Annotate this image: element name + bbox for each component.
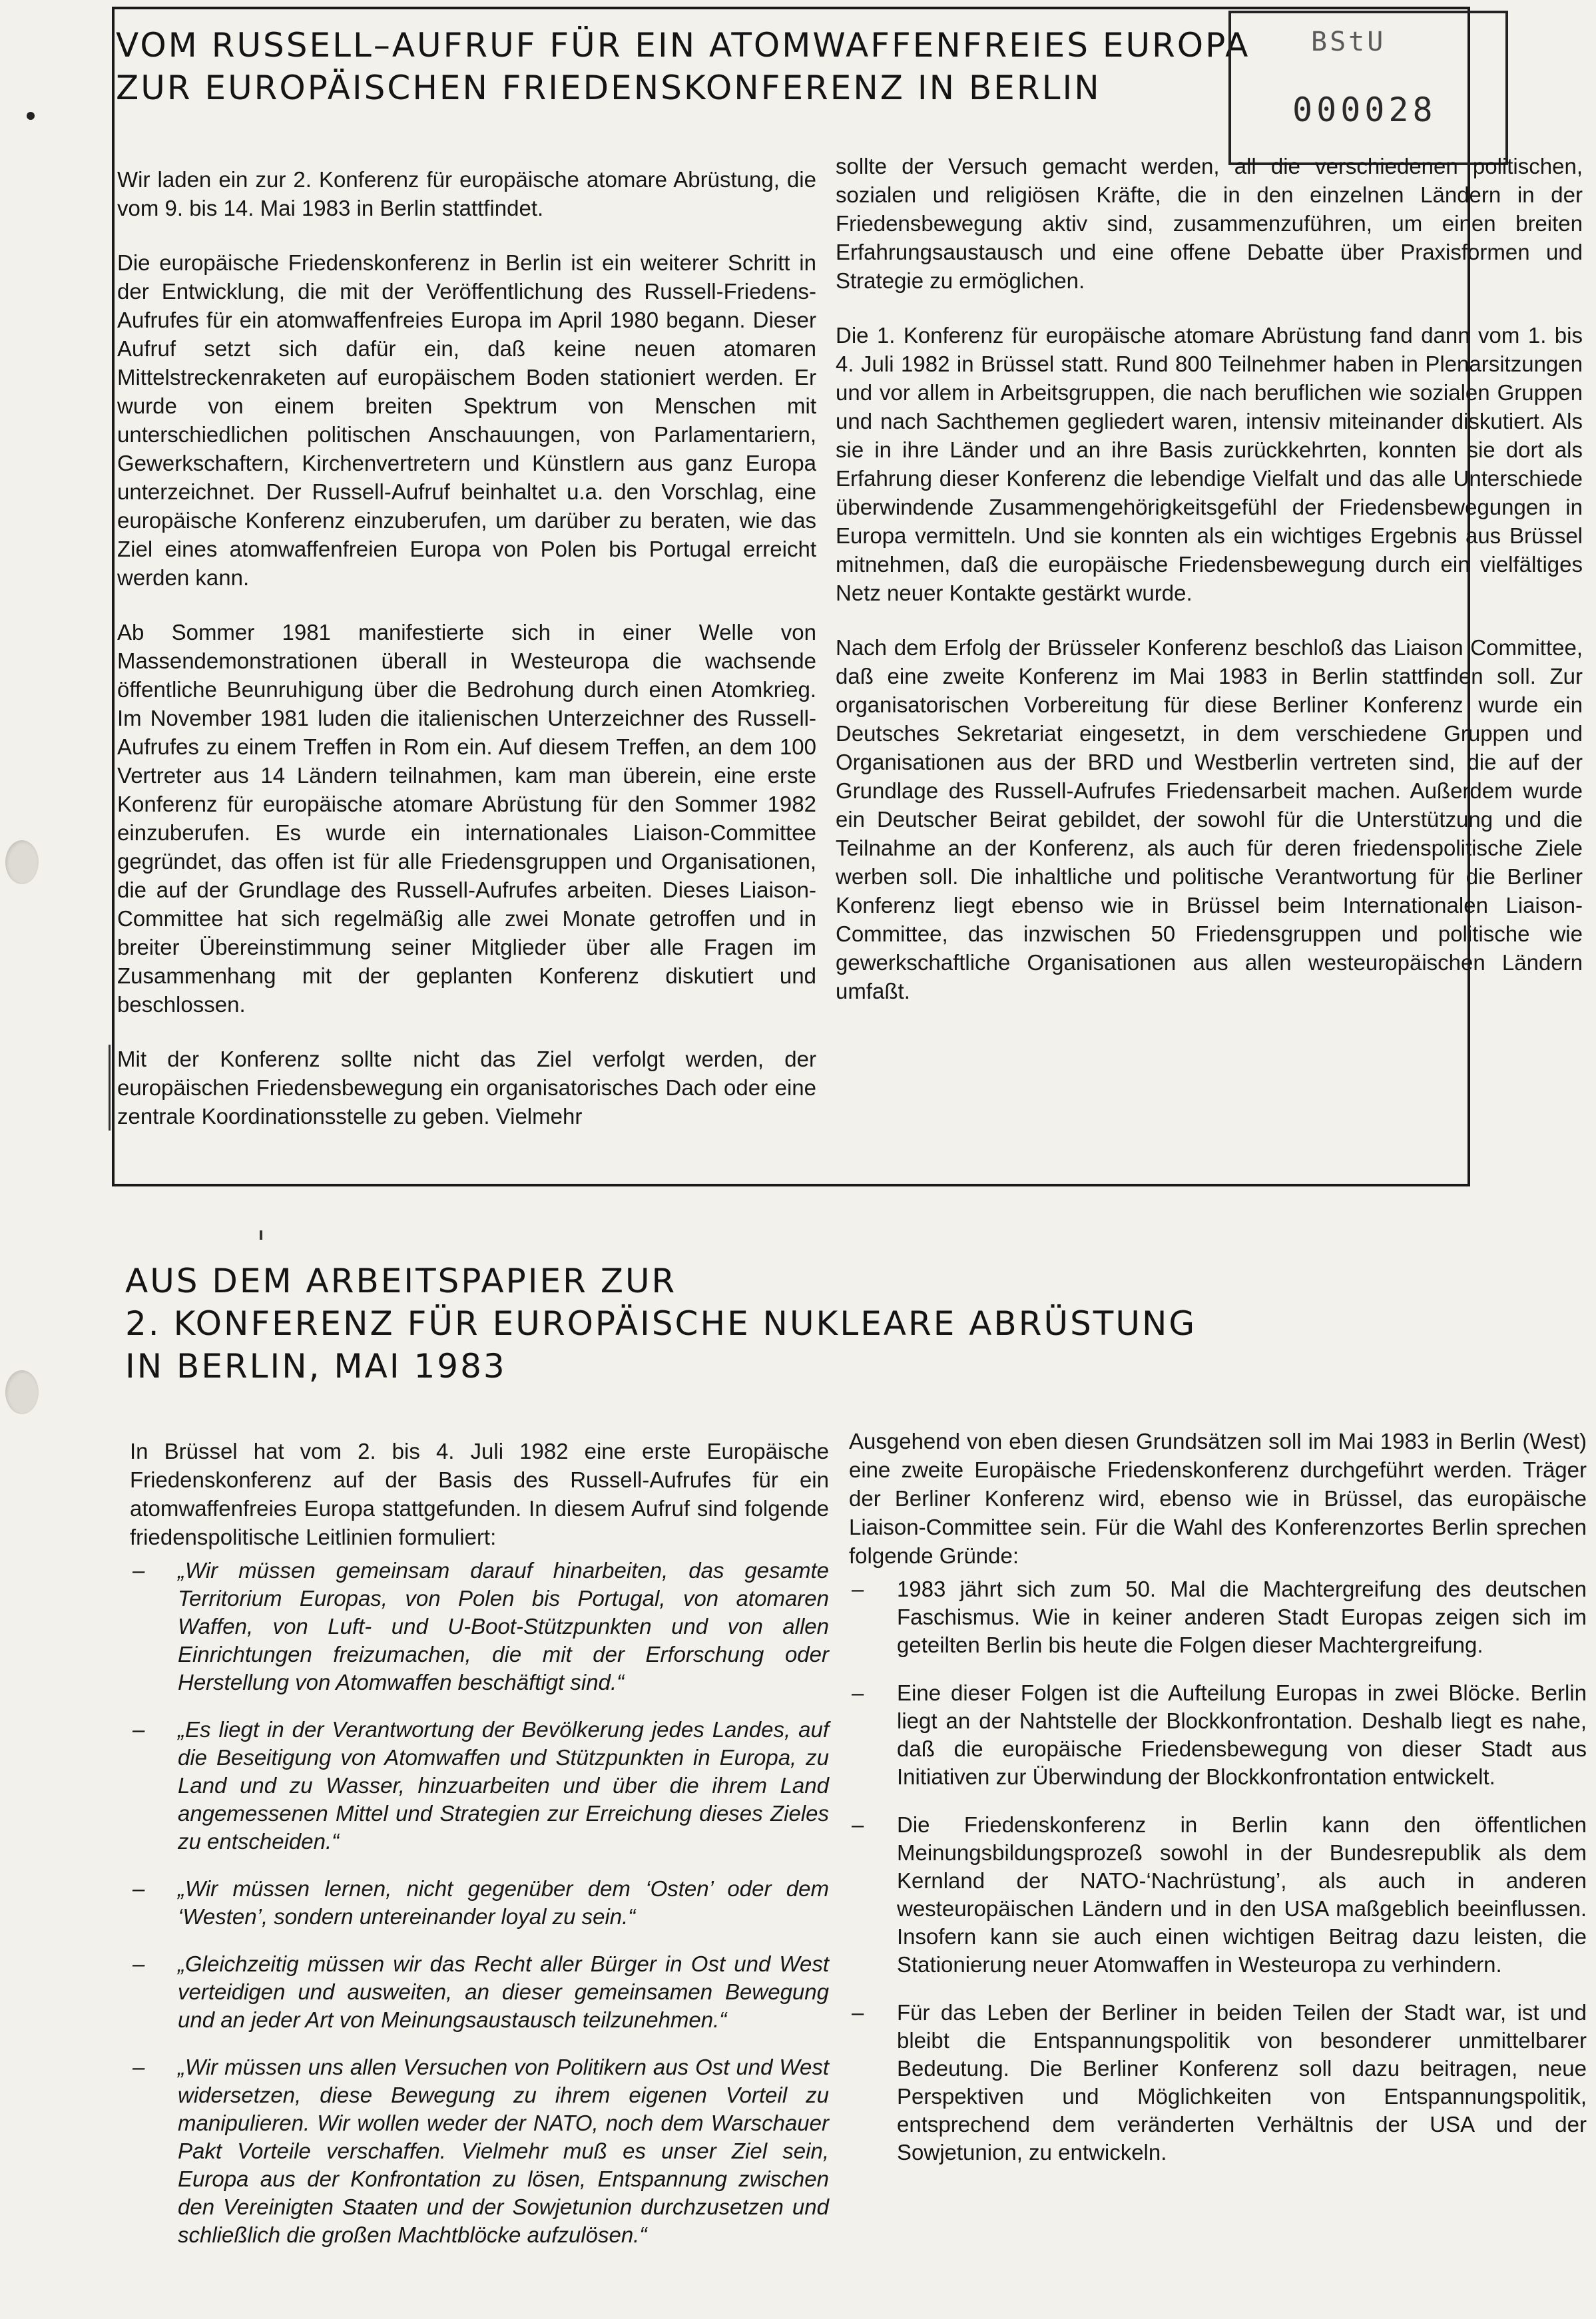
paragraph: Ausgehend von eben diesen Grundsätzen soll im Mai 1983 in Berlin (West) eine zweite Europäische Friedenskonferenz durchgeführt werden. Träger der Berliner Konferenz wird, ebenso wie in Brüssel, das europäische Liaison-Committee sein. Für die Wahl des Konferenzortes Berlin sprechen folgende Gründe:: [849, 1429, 1587, 1568]
list-item: [849, 1679, 1587, 1791]
section-one-heading: [116, 24, 1250, 109]
list-item: [130, 2053, 829, 2249]
archive-stamp: [1228, 11, 1508, 165]
list-item-text: Eine dieser Folgen ist die Aufteilung Europas in zwei Blöcke. Berlin liegt an der Nahtstelle der Blockkonfrontation. Deshalb liegt es nahe, daß die europäische Friedensbewegung von dieser Stadt aus Initiativen zur Überwindung der Blockkonfrontation entwickelt.: [897, 1680, 1587, 1789]
punch-hole: [5, 840, 39, 884]
section-one-left-column: [117, 165, 816, 1131]
list-item-text: „Wir müssen uns allen Versuchen von Politikern aus Ost und West widersetzen, diese Bewegung zu ihrem eigenen Vorteil zu manipulieren. Wir wollen weder der NATO, noch dem Warschauer Pakt Vorteile verschaffen. Vielmehr muß es unser Ziel sein, Europa aus der Konfrontation zu lösen, Entspannung zwischen den Vereinigten Staaten und der Sowjetunion durchzusetzen und schließlich die großen Machtblöcke aufzulösen.“: [178, 2055, 829, 2247]
dash-bullet: –: [852, 1812, 864, 1837]
paragraph: sollte der Versuch gemacht werden, all die verschiedenen politischen, sozialen und religiösen Kräfte, die in den einzelnen Ländern in der Friedensbewegung aktiv sind, zusammenzuführen, um einen breiten Erfahrungsaustausch und eine offene Debatte über Praxisformen und Strategie zu ermöglichen.: [836, 154, 1583, 293]
dash-bullet: –: [852, 1577, 864, 1601]
dash-bullet: –: [133, 1558, 145, 1583]
list-item-text: „Wir müssen gemeinsam darauf hinarbeiten, das gesamte Territorium Europas, von Polen bis Portugal, von atomaren Waffen, von Luft- und U-Boot-Stützpunkten und von allen Einrichtungen freizumachen, die mit der Erforschung oder Herstellung von Atomwaffen beschäftigt sind.“: [178, 1558, 829, 1694]
list-item: [130, 1557, 829, 1696]
dash-bullet: –: [852, 2000, 864, 2025]
section-one-heading-line: VOM RUSSELL–AUFRUF FÜR EIN ATOMWAFFENFREIES EUROPA: [116, 26, 1250, 65]
paragraph: Nach dem Erfolg der Brüsseler Konferenz beschloß das Liaison Committee, daß eine zweite Konferenz im Mai 1983 in Berlin stattfinden soll. Zur organisatorischen Vorbereitung für diese Berliner Konferenz wurde ein Deutsches Sekretariat eingesetzt, in dem verschiedene Gruppen und Organisationen aus der BRD und Westberlin vertreten sind, die auf der Grundlage des Russell-Aufrufes Friedensarbeit machen. Außerdem wurde ein Deutscher Beirat gebildet, der sowohl für die Unterstützung und die Teilnahme an der Konferenz, als auch für deren friedenspolitische Ziele werben soll. Die inhaltliche und politische Verantwortung für die Berliner Konferenz liegt ebenso wie in Brüssel beim Internationalen Liaison-Committee, das inzwischen 50 Friedensgruppen und politische wie gewerkschaftliche Organisationen aus allen westeuropäischen Ländern umfaßt.: [836, 635, 1583, 1003]
dash-bullet: –: [133, 2055, 145, 2079]
dash-bullet: –: [852, 1680, 864, 1705]
punch-hole: [5, 1370, 39, 1414]
list-item-text: „Gleichzeitig müssen wir das Recht aller Bürger in Ost und West verteidigen und ausweiten, an dieser gemeinsamen Bewegung und an jeder Art von Meinungsaustausch teilzunehmen.“: [178, 1951, 829, 2032]
list-item-text: „Wir müssen lernen, nicht gegenüber dem ‘Osten’ oder dem ‘Westen’, sondern untereinander loyal zu sein.“: [178, 1876, 829, 1929]
section-two-left-column: [130, 1437, 829, 2249]
list-item-text: 1983 jährt sich zum 50. Mal die Machtergreifung des deutschen Faschismus. Wie in keiner anderen Stadt Europas zeigen sich im geteilten Berlin bis heute die Folgen dieser Machtergreifung.: [897, 1577, 1587, 1657]
dash-bullet: –: [133, 1951, 145, 1976]
list-item-text: „Es liegt in der Verantwortung der Bevölkerung jedes Landes, auf die Beseitigung von Atomwaffen und Stützpunkten in Europa, zu Land und zu Wasser, hinzuarbeiten und über die ihrem Land angemessenen Mittel und Strategien zur Erreichung dieses Zieles zu entscheiden.“: [178, 1717, 829, 1854]
reasons-list: [849, 1575, 1587, 2167]
section-one-right-column: [836, 152, 1583, 1005]
stamp-number: 000028: [1292, 91, 1437, 129]
section-two-heading: [125, 1260, 1197, 1388]
principles-list: [130, 1557, 829, 2249]
list-item: [130, 1950, 829, 2034]
list-item-text: Für das Leben der Berliner in beiden Teilen der Stadt war, ist und bleibt die Entspannungspolitik von besonderer unmittelbarer Bedeutung. Die Berliner Konferenz soll dazu beitragen, neue Perspektiven und Möglichkeiten von Entspannungspolitik, entsprechend dem veränderten Verhältnis der USA und der Sowjetunion, zu entwickeln.: [897, 2000, 1587, 2165]
list-item: [849, 1811, 1587, 1979]
stamp-label: BStU: [1311, 27, 1386, 57]
section-two-heading-line: IN BERLIN, MAI 1983: [125, 1347, 507, 1386]
margin-dot: [27, 112, 35, 120]
dash-bullet: –: [133, 1717, 145, 1742]
section-two-right-column: [849, 1427, 1587, 2167]
paragraph: Die europäische Friedenskonferenz in Berlin ist ein weiterer Schritt in der Entwicklung, die mit der Veröffentlichung des Russell-Friedens-Aufrufes für ein atomwaffenfreies Europa im April 1980 begann. Dieser Aufruf setzt sich dafür ein, daß keine neuen atomaren Mittelstreckenraketen auf europäischem Boden stationiert werden. Er wurde von einem breiten Spektrum von Menschen mit unterschiedlichen politischen Anschauungen, von Parlamentariern, Gewerkschaftern, Kirchenvertretern und Künstlern aus ganz Europa unterzeichnet. Der Russell-Aufruf beinhaltet u.a. den Vorschlag, eine europäische Konferenz einzuberufen, um darüber zu beraten, wie das Ziel eines atomwaffenfreien Europa von Polen bis Portugal erreicht werden kann.: [117, 250, 816, 590]
section-two-heading-line: 2. KONFERENZ FÜR EUROPÄISCHE NUKLEARE ABRÜSTUNG: [125, 1304, 1197, 1343]
list-item: [849, 1999, 1587, 2167]
paragraph: Mit der Konferenz sollte nicht das Ziel verfolgt werden, der europäischen Friedensbewegung ein organisatorisches Dach oder eine zentrale Koordinationsstelle zu geben. Vielmehr: [109, 1045, 816, 1131]
paragraph: In Brüssel hat vom 2. bis 4. Juli 1982 eine erste Europäische Friedenskonferenz auf der Basis des Russell-Aufrufes für ein atomwaffenfreies Europa stattgefunden. In diesem Aufruf sind folgende friedenspolitische Leitlinien formuliert:: [130, 1439, 829, 1549]
list-item-text: Die Friedenskonferenz in Berlin kann den öffentlichen Meinungsbildungsprozeß sowohl in der Bundesrepublik als dem Kernland der NATO-‘Nachrüstung’, als auch in anderen westeuropäischen Ländern und in den USA maßgeblich beeinflussen. Insofern kann sie auch einen wichtigen Beitrag dazu leisten, die Stationierung neuer Atomwaffen in Westeuropa zu verhindern.: [897, 1812, 1587, 1977]
dash-bullet: –: [133, 1876, 145, 1901]
paragraph: Wir laden ein zur 2. Konferenz für europäische atomare Abrüstung, die vom 9. bis 14. Mai 1983 in Berlin stattfindet.: [117, 167, 816, 220]
section-two-heading-line: AUS DEM ARBEITSPAPIER ZUR: [125, 1262, 677, 1300]
list-item: [130, 1875, 829, 1931]
paragraph: Die 1. Konferenz für europäische atomare Abrüstung fand dann vom 1. bis 4. Juli 1982 in Brüssel statt. Rund 800 Teilnehmer haben in Plenarsitzungen und vor allem in Arbeitsgruppen, die nach beruflichen wie sozialen Gruppen und nach Sachthemen gegliedert waren, intensiv miteinander diskutiert. Als sie in ihre Länder und an ihre Basis zurückkehrten, konnten sie dort als Erfahrung dieser Konferenz die lebendige Vielfalt und das alle Unterschiede überwindende Zusammengehörigkeitsgefühl der Friedensbewegungen in Europa vermitteln. Und sie konnten als ein wichtiges Ergebnis aus Brüssel mitnehmen, daß die europäische Friedensbewegung durch ein vielfältiges Netz neuer Kontakte gestärkt wurde.: [836, 323, 1583, 605]
scan-mark: [260, 1230, 262, 1240]
list-item: [130, 1716, 829, 1856]
paragraph: Ab Sommer 1981 manifestierte sich in einer Welle von Massendemonstrationen überall in Westeuropa die wachsende öffentliche Beunruhigung über die Bedrohung durch einen Atomkrieg. Im November 1981 luden die italienischen Unterzeichner des Russell-Aufrufes zu einem Treffen in Rom ein. Auf diesem Treffen, an dem 100 Vertreter aus 14 Ländern teilnahmen, kam man überein, eine erste Konferenz für europäische atomare Abrüstung für den Sommer 1982 einzuberufen. Es wurde ein internationales Liaison-Committee gegründet, das offen ist für alle Friedensgruppen und Organisationen, die auf der Grundlage des Russell-Aufrufes arbeiten. Dieses Liaison-Committee hat sich regelmäßig alle zwei Monate getroffen und in breiter Übereinstimmung seiner Mitglieder über alle Fragen im Zusammenhang mit der geplanten Konferenz diskutiert und beschlossen.: [117, 620, 816, 1017]
list-item: [849, 1575, 1587, 1659]
section-one-heading-line: ZUR EUROPÄISCHEN FRIEDENSKONFERENZ IN BERLIN: [116, 69, 1101, 107]
